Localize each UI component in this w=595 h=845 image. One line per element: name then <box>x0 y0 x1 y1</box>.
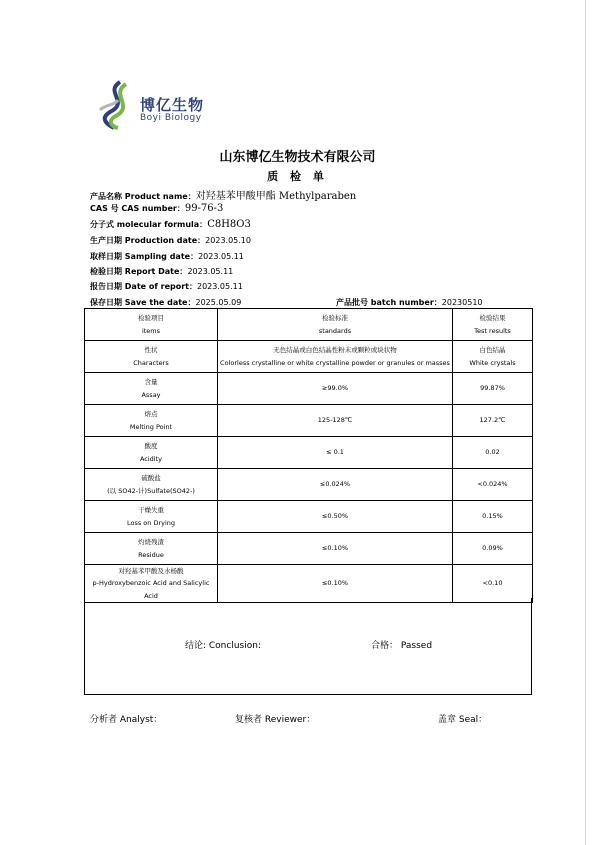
table-row <box>85 373 533 405</box>
table-row <box>85 469 533 501</box>
item-cn: 硫酸盐 <box>141 474 161 483</box>
logo-text-cn: 博亿生物 <box>140 96 205 114</box>
standard-cn: 无色结晶或白色结晶性粉末或颗粒或块状物 <box>273 346 397 355</box>
item-en: Acidity <box>139 454 163 463</box>
save-date-label: 保存日期 Save the date： <box>90 298 196 307</box>
item-cell <box>85 437 218 469</box>
logo-text-en: Boyi Biology <box>140 113 202 123</box>
page-edge-divider <box>585 0 586 845</box>
standard-cell <box>218 341 453 373</box>
header-results-en: Test results <box>474 326 511 335</box>
sampling-date-value: 2023.05.11 <box>198 252 244 261</box>
header-results-cn: 检验结果 <box>479 314 506 323</box>
production-date-value: 2023.05.10 <box>205 236 251 245</box>
production-date-line <box>90 235 251 246</box>
result-en: White crystals <box>469 358 516 367</box>
standard-cell: ≤0.024% <box>218 469 453 501</box>
item-cell <box>85 469 218 501</box>
result-cell: 0.02 <box>453 437 533 469</box>
item-en: Residue <box>138 550 164 559</box>
standard-cell: ≤0.50% <box>218 501 453 533</box>
header-cell <box>85 309 218 341</box>
company-name: 山东博亿生物技术有限公司 <box>219 150 376 165</box>
result-cell: 127.2℃ <box>453 405 533 437</box>
formula-value: C8H8O3 <box>207 219 251 230</box>
result-cell: 0.15% <box>453 501 533 533</box>
sampling-date-line <box>90 251 244 262</box>
table-row <box>85 533 533 565</box>
date-of-report-line <box>90 281 243 292</box>
analyst-signature: 分析者 Analyst： <box>90 715 163 725</box>
header-standards-cn: 检验标准 <box>322 314 348 323</box>
cas-label: CAS 号 CAS number： <box>90 204 185 213</box>
standard-cell: ≤0.10% <box>218 565 453 603</box>
sampling-date-label: 取样日期 Sampling date： <box>90 252 199 261</box>
table-row <box>85 565 533 603</box>
item-en: Loss on Drying <box>126 518 176 527</box>
item-cn: 含量 <box>144 378 158 387</box>
standard-en: Colorless crystalline or white crystalline powder or granules or masses <box>220 358 450 367</box>
dna-helix-icon <box>96 80 138 130</box>
cas-value: 99-76-3 <box>184 203 224 214</box>
item-cn: 熔点 <box>144 410 158 419</box>
production-date-label: 生产日期 Production date： <box>90 236 206 245</box>
standard-cell: ≤0.10% <box>218 533 453 565</box>
result-cell: 0.09% <box>453 533 533 565</box>
header-items-cn: 检验项目 <box>138 314 164 323</box>
item-cell <box>85 341 218 373</box>
standard-cell: ≥99.0% <box>218 373 453 405</box>
formula-line <box>90 219 251 230</box>
result-cn: 白色结晶 <box>479 346 506 355</box>
table-row <box>85 501 533 533</box>
test-results-table <box>84 308 533 603</box>
item-cn: 酸度 <box>144 442 158 451</box>
report-date-label: 检验日期 Report Date： <box>90 267 188 276</box>
item-cell <box>85 533 218 565</box>
header-cell <box>453 309 533 341</box>
item-cn: 性状 <box>144 346 158 355</box>
product-name-label: 产品名称 Product name： <box>90 192 196 201</box>
conclusion-label: 结论: Conclusion: <box>185 641 261 651</box>
item-cell <box>85 405 218 437</box>
header-standards-en: standards <box>318 326 352 335</box>
conclusion-value: 合格： Passed <box>371 641 433 651</box>
item-cell <box>85 501 218 533</box>
table-row <box>85 437 533 469</box>
item-en: Assay <box>141 390 161 399</box>
report-date-value: 2023.05.11 <box>187 267 234 276</box>
standard-cell: ≤ 0.1 <box>218 437 453 469</box>
date-of-report-value: 2023.05.11 <box>196 282 243 291</box>
item-en: (以 SO42-计)Sulfate(SO42-) <box>107 486 195 495</box>
item-cell <box>85 373 218 405</box>
table-row <box>85 341 533 373</box>
product-name-line <box>90 187 356 202</box>
batch-number-value: 20230510 <box>441 298 483 307</box>
seal-signature: 盖章 Seal： <box>438 715 488 725</box>
batch-number-label: 产品批号 batch number： <box>336 298 442 307</box>
result-cell: <0.024% <box>453 469 533 501</box>
item-cn: 灼烧残渣 <box>138 538 164 547</box>
reviewer-signature: 复核者 Reviewer： <box>235 715 316 725</box>
result-cell: <0.10 <box>453 565 533 603</box>
conclusion-box <box>84 598 532 695</box>
save-date-value: 2025.05.09 <box>195 298 242 307</box>
date-of-report-label: 报告日期 Date of report： <box>90 282 197 291</box>
table-header-row <box>85 309 533 341</box>
item-cell <box>85 565 218 603</box>
batch-number-line <box>336 297 483 308</box>
save-date-line <box>90 297 241 308</box>
item-en: p-Hydroxybenzoic Acid and Salicylic Acid <box>92 579 210 600</box>
result-cell: 99.87% <box>453 373 533 405</box>
item-en: Characters <box>133 358 169 367</box>
cas-line <box>90 203 223 214</box>
item-en: Melting Point <box>129 422 173 431</box>
table-row <box>85 405 533 437</box>
report-date-line <box>90 266 233 277</box>
document-title: 质 检 单 <box>267 170 328 183</box>
item-cn: 干燥失重 <box>138 506 164 515</box>
header-cell <box>218 309 453 341</box>
item-cn: 对羟基苯甲酸及水杨酸 <box>118 567 184 575</box>
product-name-value: 对羟基苯甲酸甲酯 Methylparaben <box>195 191 357 202</box>
company-logo <box>96 80 226 130</box>
formula-label: 分子式 molecular formula： <box>90 220 208 229</box>
result-cell <box>453 341 533 373</box>
header-items-en: items <box>141 326 161 335</box>
standard-cell: 125-128℃ <box>218 405 453 437</box>
